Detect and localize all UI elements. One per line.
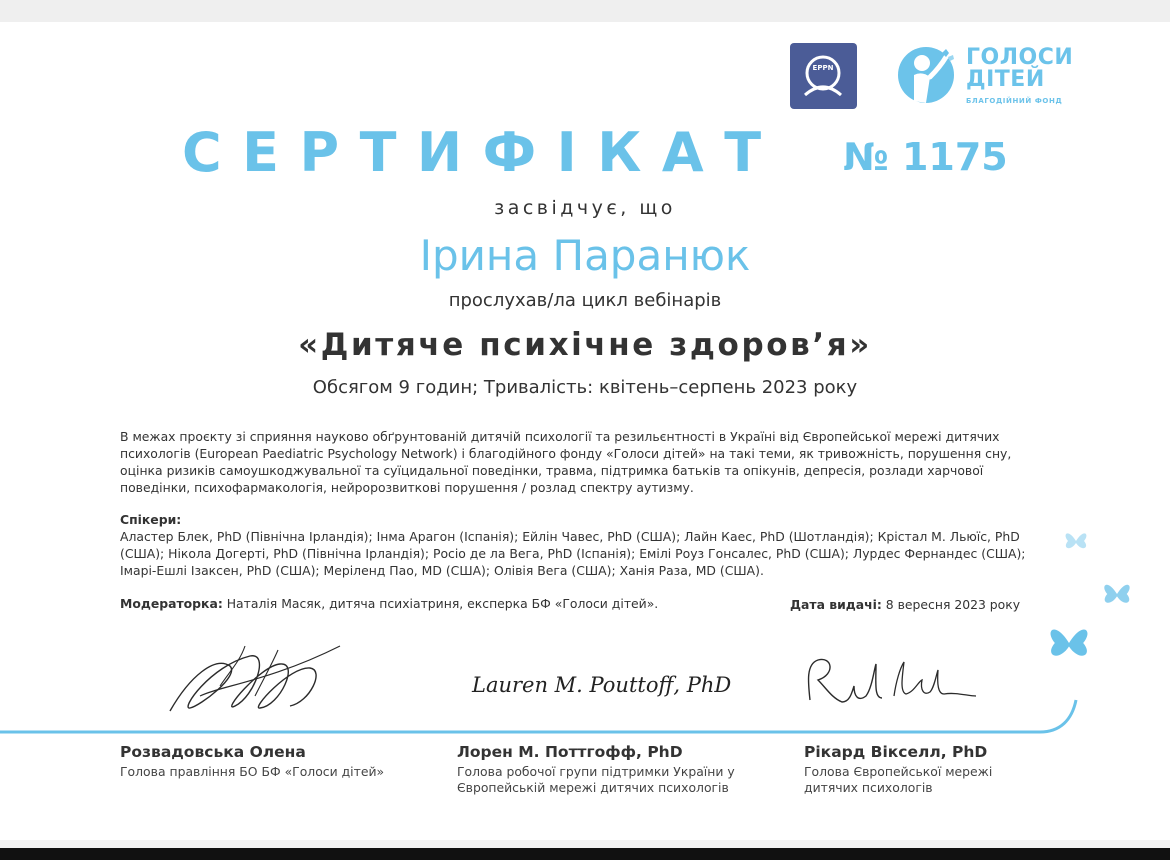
butterfly-medium-icon (1100, 578, 1134, 610)
signature-2-script: Lauren M. Pouttoff, PhD (472, 673, 732, 697)
signer-1 (120, 743, 440, 780)
recipient-name: Ірина Паранюк (419, 231, 751, 280)
signer-3-name: Рікард Віксeлл, PhD (804, 743, 988, 761)
title-row (0, 122, 1170, 184)
moderator-label: Модераторка: (120, 596, 223, 611)
certificate-title: СЕРТИФІКАТ (182, 121, 782, 184)
duration-text: Обсягом 9 годин; Тривалість: квітень–серпень 2023 року (312, 377, 858, 398)
eppn-emblem-icon (790, 43, 857, 109)
speakers-label: Спікери: (120, 512, 182, 527)
signer-1-name: Розвадовська Олена (120, 743, 306, 761)
eppn-logo (790, 43, 857, 109)
signer-3-role: Голова Європейської мережі дитячих психологів (804, 764, 993, 795)
signer-2-name: Лорен М. Поттгофф, PhD (457, 743, 683, 761)
moderator-text: Наталія Масяк, дитяча психіатриня, експерка БФ «Голоси дітей». (222, 596, 659, 611)
signer-2 (457, 743, 777, 796)
description-paragraph: В межах проєкту зі сприяння науково обґрунтованій дитячій психології та резильєнтності в Україні від Європейської мережі дитячих психологів (European Paediatric Psychology Network) і благодійного фонду «Голоси дітей» на такі теми, як тривожність, порушення сну, оцінка ризиків самоушкоджувальної та суїцидальної поведінки, травма, підтримка батьків та опікунів, депресія, розлади харчової поведінки, психофармакологія, нейророзвиткові порушення / розлад спектру аутизму. (120, 429, 1012, 495)
course-name: «Дитяче психічне здоров’я» (298, 327, 872, 363)
moderator-line (120, 596, 658, 611)
child-silhouette-icon (896, 45, 962, 113)
signer-2-role: Голова робочої групи підтримки України у Європейській мережі дитячих психологів (457, 764, 735, 795)
signer-1-role: Голова правління БО БФ «Голоси дітей» (120, 764, 385, 779)
speakers-list: Аластер Блек, PhD (Північна Ірландія); Інма Арагон (Іспанія); Ейлін Чавес, PhD (США); Лайн Каес, PhD (Шотландія); Крістал М. Льюїс, PhD (США); Нікола Догерті, PhD (Північна Ірландія); Росіо де ла Вега, PhD (Іспанія); Емілі Роуз Гонсалес, PhD (США); Лурдес Фернандес (США); Імарі-Ешлі Ізаксен, PhD (США); Меріленд Пао, MD (США); Олівія Вега (США); Ханія Раза, MD (США). (120, 529, 1026, 578)
certificate-number: № 1175 (843, 135, 1008, 179)
foundation-subtitle: БЛАГОДІЙНИЙ ФОНД (966, 97, 1063, 105)
butterfly-small-icon (1062, 528, 1090, 554)
foundation-name: ГОЛОСИ ДІТЕЙ (966, 45, 1074, 92)
signer-3 (804, 743, 1044, 796)
issue-date-value: 8 вересня 2023 року (881, 597, 1021, 612)
butterfly-large-icon (1044, 620, 1094, 666)
footer-accent-line (0, 690, 1170, 740)
issue-date-line (790, 597, 1020, 612)
completed-text: прослухав/ла цикл вебінарів (448, 290, 722, 311)
top-strip (0, 0, 1170, 22)
certifies-text: засвідчує, що (494, 197, 676, 219)
bottom-bar (0, 848, 1170, 860)
foundation-logo (896, 43, 1076, 113)
eppn-text: EPPN (812, 64, 834, 72)
bottom-gap (0, 840, 1170, 848)
issue-date-label: Дата видачі: (790, 597, 882, 612)
